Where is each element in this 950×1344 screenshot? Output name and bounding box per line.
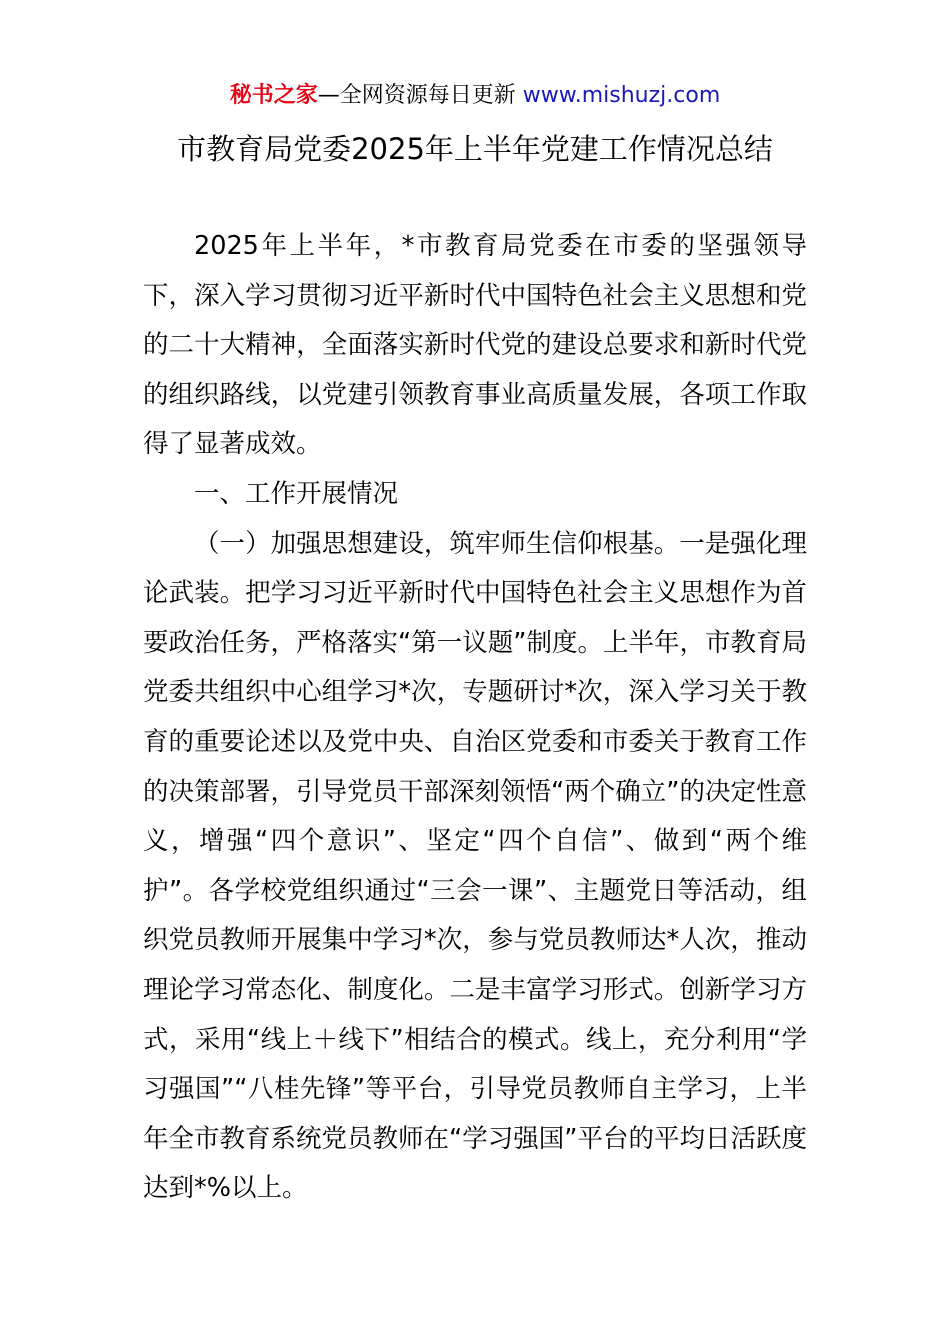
document-body bbox=[143, 222, 807, 1214]
intro-paragraph: 2025年上半年，*市教育局党委在市委的坚强领导下，深入学习贯彻习近平新时代中国特色社会主义思想和党的二十大精神，全面落实新时代党的建设总要求和新时代党的组织路线，以党建引领教育事业高质量发展，各项工作取得了显著成效。 bbox=[143, 231, 807, 460]
site-header bbox=[0, 80, 950, 112]
site-brand: 秘书之家 bbox=[229, 83, 318, 108]
content-paragraph: （一）加强思想建设，筑牢师生信仰根基。一是强化理论武装。把学习习近平新时代中国特色社会主义思想作为首要政治任务，严格落实“第一议题”制度。上半年，市教育局党委共组织中心组学习*次，专题研讨*次，深入学习关于教育的重要论述以及党中央、自治区党委和市委关于教育工作的决策部署，引导党员干部深刻领悟“两个确立”的决定性意义，增强“四个意识”、坚定“四个自信”、做到“两个维护”。各学校党组织通过“三会一课”、主题党日等活动，组织党员教师开展集中学习*次，参与党员教师达*人次，推动理论学习常态化、制度化。二是丰富学习形式。创新学习方式，采用“线上＋线下”相结合的模式。线上，充分利用“学习强国”“八桂先锋”等平台，引导党员教师自主学习，上半年全市教育系统党员教师在“学习强国”平台的平均日活跃度达到*%以上。 bbox=[143, 528, 807, 1204]
site-url-link[interactable]: www.mishuzj.com bbox=[522, 83, 721, 108]
site-slogan: —全网资源每日更新 bbox=[317, 83, 523, 108]
document-title: 市教育局党委2025年上半年党建工作情况总结 bbox=[177, 132, 773, 166]
section-heading: 一、工作开展情况 bbox=[194, 478, 399, 509]
